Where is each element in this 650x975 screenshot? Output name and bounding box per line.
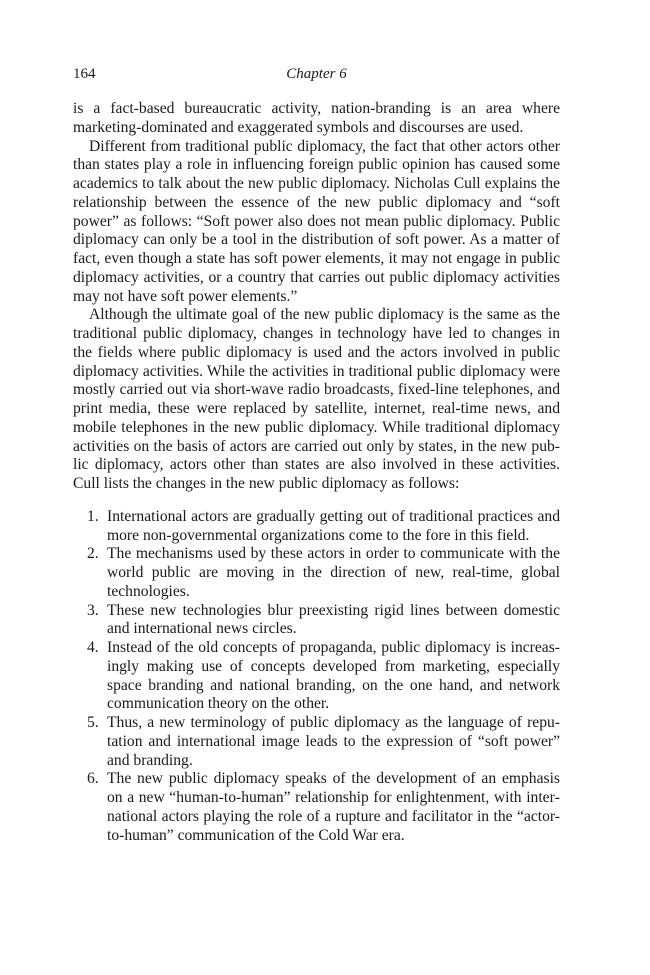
list-item-number: 5.: [87, 714, 99, 731]
list-item-number: 4.: [87, 639, 99, 656]
list-item-text: These new technologies blur preexisting rigid lines between domestic and international news circles.: [107, 601, 560, 638]
list-item: [73, 770, 560, 845]
list-item-text: International actors are gradually getting out of traditional practices and more non-governmental organizations come to the fore in this field.: [107, 507, 560, 544]
list-item-number: 6.: [87, 770, 99, 788]
list-item: [73, 545, 560, 601]
list-item-text: The new public diplomacy speaks of the development of an emphasis on a new “human-to-human” relationship for enlightenment, with international actors playing the role of a rupture and facilitator in the “actor-to-human” communication of the Cold War era.: [107, 770, 560, 844]
page-number: 164: [73, 66, 96, 82]
list-item-number: 2.: [87, 545, 99, 563]
list-item-number: 1.: [87, 507, 99, 525]
paragraph: Although the ultimate goal of the new public diplomacy is the same as the traditional public diplomacy, changes in technology have led to changes in the fields where public diplomacy is used and the actors involved in public diplomacy activities. While the activities in traditional public diplomacy were mostly carried out via short-wave radio broadcasts, fixed-line telephones, and print media, these were replaced by satellite, internet, real-time news, and mobile telephones in the new public diplomacy. While traditional diplomacy activities on the basis of actors are carried out only by states, in the new public diplomacy, actors other than states are also involved in these activities. Cull lists the changes in the new public diplomacy as follows:: [73, 306, 560, 492]
paragraph: is a fact-based bureaucratic activity, nation-branding is an area where marketing-dominated and exaggerated symbols and discourses are used.: [73, 100, 560, 136]
page-header: [73, 66, 560, 86]
list-item: [73, 508, 560, 546]
list-item: [73, 714, 560, 770]
changes-list: [73, 508, 560, 846]
list-item-text: Thus, a new terminology of public diplomacy as the language of reputation and international image leads to the expression of “soft power” and branding.: [107, 714, 560, 769]
paragraph: Different from traditional public diplomacy, the fact that other actors other than states play a role in influencing foreign public opinion has caused some academics to talk about the new public diplomacy. Nicholas Cull explains the relationship between the essence of the new public diplomacy and “soft power” as follows: “Soft power also does not mean public diplomacy. Public diplomacy can only be a tool in the distribution of soft power. As a matter of fact, even though a state has soft power elements, it may not engage in public diplomacy activities, or a country that carries out public diplomacy activities may not have soft power elements.”: [73, 137, 560, 305]
body-text: [73, 100, 560, 845]
list-item: [73, 639, 560, 714]
list-item-number: 3.: [87, 601, 99, 619]
running-head: Chapter 6: [286, 66, 347, 82]
list-item: [73, 602, 560, 640]
list-item-text: Instead of the old concepts of propaganda, public diplomacy is increasingly making use of concepts developed from marketing, especially space branding and national branding, on the one hand, and network communication theory on the other.: [107, 639, 560, 713]
list-item-text: The mechanisms used by these actors in order to communicate with the world public are moving in the direction of new, real-time, global technologies.: [107, 545, 560, 600]
